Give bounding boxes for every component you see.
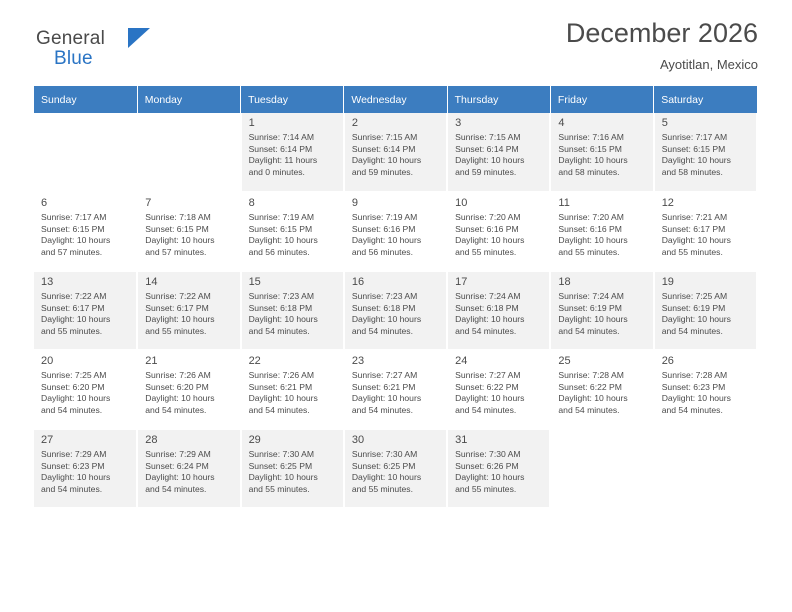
- day-detail-line: Daylight: 10 hours: [351, 472, 422, 483]
- day-detail-line: and 54 minutes.: [41, 483, 103, 494]
- calendar-day-cell[interactable]: [447, 113, 550, 192]
- day-detail-line: and 54 minutes.: [558, 325, 620, 336]
- day-detail-line: Sunrise: 7:25 AM: [41, 370, 107, 380]
- day-number: 28: [145, 434, 158, 446]
- day-detail-line: Sunrise: 7:16 AM: [558, 132, 624, 142]
- page-header: [34, 0, 758, 72]
- calendar-day-cell[interactable]: [34, 271, 137, 350]
- calendar-day-cell[interactable]: [344, 192, 447, 271]
- day-number: 15: [248, 276, 261, 288]
- day-detail-line: Sunset: 6:22 PM: [455, 381, 519, 392]
- calendar-day-cell[interactable]: [654, 192, 757, 271]
- day-detail-line: Sunrise: 7:18 AM: [145, 212, 211, 222]
- day-detail-line: and 54 minutes.: [145, 483, 207, 494]
- day-detail-line: and 54 minutes.: [661, 325, 723, 336]
- day-details: [455, 212, 543, 258]
- day-detail-line: and 55 minutes.: [351, 483, 413, 494]
- day-detail-line: and 55 minutes.: [248, 483, 310, 494]
- day-detail-line: Daylight: 10 hours: [455, 235, 525, 246]
- day-detail-line: Sunset: 6:18 PM: [248, 302, 313, 313]
- calendar-day-cell[interactable]: [344, 429, 447, 508]
- day-detail-line: Sunrise: 7:27 AM: [351, 370, 418, 380]
- day-number: 18: [558, 276, 571, 288]
- day-detail-line: Daylight: 10 hours: [41, 235, 111, 246]
- day-detail-line: Sunrise: 7:25 AM: [661, 291, 728, 301]
- weekday-header-friday: Friday: [550, 86, 653, 113]
- day-details: [455, 449, 543, 495]
- calendar-body: [34, 113, 757, 508]
- day-detail-line: Sunset: 6:17 PM: [41, 302, 105, 313]
- day-detail-line: Sunrise: 7:19 AM: [351, 212, 418, 222]
- day-detail-line: Sunrise: 7:17 AM: [661, 132, 728, 142]
- day-detail-line: Sunset: 6:16 PM: [455, 223, 519, 234]
- calendar-day-cell[interactable]: [137, 271, 240, 350]
- calendar-day-cell[interactable]: [241, 271, 344, 350]
- calendar-day-cell[interactable]: [550, 113, 653, 192]
- day-detail-line: and 54 minutes.: [248, 325, 310, 336]
- day-detail-line: Sunrise: 7:27 AM: [455, 370, 521, 380]
- day-details: [249, 132, 337, 178]
- day-detail-line: and 54 minutes.: [351, 325, 413, 336]
- day-detail-line: Sunrise: 7:23 AM: [248, 291, 315, 301]
- day-number: 6: [41, 197, 48, 209]
- calendar-cell-empty: [137, 113, 240, 192]
- day-detail-line: Daylight: 10 hours: [248, 393, 318, 404]
- page-subtitle: Ayotitlan, Mexico: [659, 57, 758, 73]
- day-detail-line: and 54 minutes.: [145, 404, 207, 415]
- day-details: [455, 132, 543, 178]
- day-number: 3: [455, 117, 462, 129]
- day-number: 20: [41, 355, 54, 367]
- day-details: [662, 291, 750, 337]
- day-detail-line: Sunset: 6:20 PM: [41, 381, 105, 392]
- day-detail-line: Daylight: 10 hours: [351, 235, 422, 246]
- day-detail-line: Sunset: 6:14 PM: [455, 143, 519, 154]
- day-detail-line: and 59 minutes.: [351, 166, 413, 177]
- weekday-header-monday: Monday: [137, 86, 240, 113]
- calendar-day-cell[interactable]: [654, 350, 757, 429]
- day-detail-line: Daylight: 10 hours: [455, 472, 525, 483]
- day-number: 7: [145, 197, 152, 209]
- day-detail-line: Sunrise: 7:15 AM: [351, 132, 418, 142]
- day-detail-line: and 56 minutes.: [248, 246, 310, 257]
- day-detail-line: and 54 minutes.: [351, 404, 413, 415]
- calendar-day-cell[interactable]: [344, 113, 447, 192]
- day-detail-line: and 54 minutes.: [455, 404, 517, 415]
- day-detail-line: Sunrise: 7:22 AM: [145, 291, 211, 301]
- day-detail-line: Sunrise: 7:24 AM: [558, 291, 624, 301]
- day-detail-line: Sunrise: 7:30 AM: [351, 449, 418, 459]
- day-detail-line: Daylight: 10 hours: [661, 155, 731, 166]
- calendar-week-row: [34, 113, 757, 192]
- day-detail-line: Daylight: 10 hours: [351, 155, 422, 166]
- day-detail-line: Daylight: 10 hours: [248, 314, 318, 325]
- calendar-week-row: [34, 350, 757, 429]
- calendar-day-cell[interactable]: [654, 271, 757, 350]
- day-details: [249, 212, 337, 258]
- day-detail-line: Sunset: 6:20 PM: [145, 381, 209, 392]
- day-detail-line: Daylight: 10 hours: [558, 155, 628, 166]
- calendar-day-cell[interactable]: [550, 350, 653, 429]
- day-number: 13: [41, 276, 54, 288]
- day-detail-line: Sunset: 6:15 PM: [558, 143, 622, 154]
- calendar-day-cell[interactable]: [137, 192, 240, 271]
- calendar-day-cell[interactable]: [447, 350, 550, 429]
- calendar-day-cell[interactable]: [241, 350, 344, 429]
- day-detail-line: Daylight: 10 hours: [41, 314, 111, 325]
- day-detail-line: Sunrise: 7:20 AM: [558, 212, 624, 222]
- day-detail-line: Sunset: 6:18 PM: [351, 302, 416, 313]
- day-detail-line: Sunset: 6:15 PM: [145, 223, 209, 234]
- day-detail-line: Daylight: 10 hours: [351, 314, 422, 325]
- brand-name-blue: Blue: [54, 48, 93, 69]
- day-detail-line: Sunset: 6:14 PM: [248, 143, 313, 154]
- day-detail-line: Daylight: 10 hours: [145, 314, 215, 325]
- day-detail-line: Sunset: 6:19 PM: [661, 302, 726, 313]
- day-detail-line: Sunrise: 7:15 AM: [455, 132, 521, 142]
- calendar-day-cell[interactable]: [241, 113, 344, 192]
- day-details: [558, 291, 646, 337]
- brand-logo[interactable]: [36, 28, 166, 74]
- day-detail-line: Daylight: 10 hours: [558, 314, 628, 325]
- day-detail-line: Daylight: 10 hours: [248, 235, 318, 246]
- day-details: [145, 370, 233, 416]
- day-detail-line: Sunset: 6:15 PM: [41, 223, 105, 234]
- day-detail-line: Sunset: 6:26 PM: [455, 460, 519, 471]
- day-detail-line: Sunrise: 7:19 AM: [248, 212, 315, 222]
- calendar-day-cell[interactable]: [137, 350, 240, 429]
- day-details: [145, 449, 233, 495]
- blue-flag-icon: [128, 28, 150, 48]
- day-number: 24: [455, 355, 468, 367]
- day-detail-line: Daylight: 10 hours: [248, 472, 318, 483]
- day-detail-line: Sunset: 6:24 PM: [145, 460, 209, 471]
- day-number: 21: [145, 355, 158, 367]
- day-detail-line: Daylight: 10 hours: [455, 393, 525, 404]
- day-number: 1: [248, 117, 255, 129]
- calendar-day-cell[interactable]: [344, 271, 447, 350]
- day-detail-line: Daylight: 10 hours: [558, 393, 628, 404]
- day-number: 14: [145, 276, 158, 288]
- day-detail-line: and 55 minutes.: [41, 325, 103, 336]
- day-number: 16: [351, 276, 365, 288]
- day-detail-line: Daylight: 10 hours: [661, 393, 731, 404]
- title-block: [566, 18, 758, 72]
- day-detail-line: and 57 minutes.: [145, 246, 207, 257]
- day-detail-line: and 54 minutes.: [661, 404, 723, 415]
- day-details: [352, 370, 440, 416]
- day-detail-line: Sunset: 6:19 PM: [558, 302, 622, 313]
- day-detail-line: and 58 minutes.: [558, 166, 620, 177]
- calendar-day-cell[interactable]: [34, 192, 137, 271]
- day-detail-line: Daylight: 10 hours: [558, 235, 628, 246]
- day-details: [558, 370, 646, 416]
- weekday-header-tuesday: Tuesday: [241, 86, 344, 113]
- weekday-header-saturday: Saturday: [654, 86, 757, 113]
- day-detail-line: Daylight: 10 hours: [145, 472, 215, 483]
- day-detail-line: and 55 minutes.: [455, 246, 517, 257]
- calendar-week-row: [34, 429, 757, 508]
- day-detail-line: and 0 minutes.: [248, 166, 305, 177]
- calendar-cell-empty: [550, 429, 653, 508]
- day-detail-line: Sunset: 6:15 PM: [661, 143, 726, 154]
- day-details: [352, 291, 440, 337]
- calendar-day-cell[interactable]: [137, 429, 240, 508]
- day-detail-line: Sunset: 6:14 PM: [351, 143, 416, 154]
- day-detail-line: Daylight: 10 hours: [41, 472, 111, 483]
- day-number: 4: [558, 117, 565, 129]
- day-number: 2: [351, 117, 358, 129]
- day-details: [352, 132, 440, 178]
- day-detail-line: Sunrise: 7:30 AM: [455, 449, 521, 459]
- calendar-day-cell[interactable]: [654, 113, 757, 192]
- day-detail-line: and 54 minutes.: [41, 404, 103, 415]
- day-detail-line: Sunset: 6:23 PM: [41, 460, 105, 471]
- day-detail-line: and 54 minutes.: [455, 325, 517, 336]
- day-details: [662, 212, 750, 258]
- day-detail-line: Sunrise: 7:26 AM: [248, 370, 315, 380]
- day-number: 29: [248, 434, 261, 446]
- day-detail-line: Sunrise: 7:22 AM: [41, 291, 107, 301]
- day-number: 26: [661, 355, 674, 367]
- day-number: 5: [661, 117, 668, 129]
- calendar-day-cell[interactable]: [447, 192, 550, 271]
- day-details: [145, 291, 233, 337]
- calendar-day-cell[interactable]: [241, 429, 344, 508]
- day-details: [249, 370, 337, 416]
- day-detail-line: Daylight: 11 hours: [248, 155, 318, 166]
- day-details: [249, 291, 337, 337]
- day-detail-line: Daylight: 10 hours: [455, 314, 525, 325]
- day-detail-line: Sunset: 6:23 PM: [661, 381, 726, 392]
- day-detail-line: Sunrise: 7:26 AM: [145, 370, 211, 380]
- day-detail-line: Sunrise: 7:14 AM: [248, 132, 315, 142]
- day-details: [455, 370, 543, 416]
- day-number: 31: [455, 434, 468, 446]
- day-detail-line: Daylight: 10 hours: [145, 393, 215, 404]
- day-details: [662, 132, 750, 178]
- day-detail-line: Sunset: 6:18 PM: [455, 302, 519, 313]
- calendar-day-cell[interactable]: [550, 271, 653, 350]
- day-detail-line: Daylight: 10 hours: [41, 393, 111, 404]
- calendar-day-cell[interactable]: [34, 429, 137, 508]
- day-details: [352, 212, 440, 258]
- day-detail-line: Sunrise: 7:28 AM: [661, 370, 728, 380]
- day-detail-line: Daylight: 10 hours: [145, 235, 215, 246]
- day-details: [41, 212, 130, 258]
- day-detail-line: Sunset: 6:17 PM: [145, 302, 209, 313]
- day-detail-line: and 55 minutes.: [455, 483, 517, 494]
- calendar-cell-empty: [34, 113, 137, 192]
- day-details: [41, 291, 130, 337]
- calendar-week-row: [34, 271, 757, 350]
- day-detail-line: and 59 minutes.: [455, 166, 517, 177]
- day-detail-line: and 55 minutes.: [661, 246, 723, 257]
- calendar-week-row: [34, 192, 757, 271]
- brand-name-general: General: [36, 28, 105, 49]
- day-details: [352, 449, 440, 495]
- day-detail-line: Daylight: 10 hours: [351, 393, 422, 404]
- day-detail-line: Daylight: 10 hours: [661, 235, 731, 246]
- day-detail-line: Sunrise: 7:29 AM: [145, 449, 211, 459]
- day-detail-line: Daylight: 10 hours: [661, 314, 731, 325]
- weekday-header-wednesday: Wednesday: [344, 86, 447, 113]
- day-detail-line: and 54 minutes.: [248, 404, 310, 415]
- day-details: [249, 449, 337, 495]
- day-number: 9: [351, 197, 358, 209]
- day-detail-line: and 56 minutes.: [351, 246, 413, 257]
- calendar-day-cell[interactable]: [550, 192, 653, 271]
- day-detail-line: Daylight: 10 hours: [455, 155, 525, 166]
- calendar-day-cell[interactable]: [241, 192, 344, 271]
- day-number: 30: [351, 434, 365, 446]
- day-detail-line: Sunrise: 7:21 AM: [661, 212, 728, 222]
- day-number: 17: [455, 276, 468, 288]
- day-details: [41, 370, 130, 416]
- day-number: 10: [455, 197, 468, 209]
- calendar-day-cell[interactable]: [447, 271, 550, 350]
- day-detail-line: Sunrise: 7:20 AM: [455, 212, 521, 222]
- day-number: 12: [661, 197, 674, 209]
- day-detail-line: Sunrise: 7:30 AM: [248, 449, 315, 459]
- day-details: [558, 212, 646, 258]
- day-details: [145, 212, 233, 258]
- day-detail-line: Sunset: 6:25 PM: [248, 460, 313, 471]
- day-detail-line: Sunset: 6:21 PM: [351, 381, 416, 392]
- calendar-cell-empty: [654, 429, 757, 508]
- calendar-day-cell[interactable]: [447, 429, 550, 508]
- day-detail-line: Sunset: 6:17 PM: [661, 223, 726, 234]
- page-title: December 2026: [565, 18, 758, 48]
- day-number: 23: [351, 355, 365, 367]
- day-details: [558, 132, 646, 178]
- weekday-header-sunday: Sunday: [34, 86, 137, 113]
- day-detail-line: Sunrise: 7:28 AM: [558, 370, 624, 380]
- day-details: [41, 449, 130, 495]
- day-number: 19: [661, 276, 674, 288]
- calendar-day-cell[interactable]: [344, 350, 447, 429]
- day-detail-line: and 54 minutes.: [558, 404, 620, 415]
- day-detail-line: and 57 minutes.: [41, 246, 103, 257]
- calendar-table: [34, 86, 758, 509]
- day-detail-line: Sunset: 6:22 PM: [558, 381, 622, 392]
- day-number: 22: [248, 355, 261, 367]
- day-detail-line: Sunset: 6:21 PM: [248, 381, 313, 392]
- day-detail-line: and 55 minutes.: [558, 246, 620, 257]
- day-detail-line: Sunset: 6:15 PM: [248, 223, 313, 234]
- day-number: 27: [41, 434, 54, 446]
- day-detail-line: and 55 minutes.: [145, 325, 207, 336]
- day-number: 8: [248, 197, 255, 209]
- day-detail-line: Sunset: 6:16 PM: [558, 223, 622, 234]
- day-number: 25: [558, 355, 571, 367]
- day-details: [662, 370, 750, 416]
- calendar-header-row: [34, 86, 757, 113]
- day-detail-line: Sunrise: 7:17 AM: [41, 212, 107, 222]
- weekday-header-thursday: Thursday: [447, 86, 550, 113]
- day-detail-line: Sunset: 6:25 PM: [351, 460, 416, 471]
- day-detail-line: Sunset: 6:16 PM: [351, 223, 416, 234]
- day-detail-line: Sunrise: 7:23 AM: [351, 291, 418, 301]
- calendar-day-cell[interactable]: [34, 350, 137, 429]
- day-detail-line: Sunrise: 7:29 AM: [41, 449, 107, 459]
- day-number: 11: [558, 197, 570, 209]
- day-detail-line: and 58 minutes.: [661, 166, 723, 177]
- day-details: [455, 291, 543, 337]
- day-detail-line: Sunrise: 7:24 AM: [455, 291, 521, 301]
